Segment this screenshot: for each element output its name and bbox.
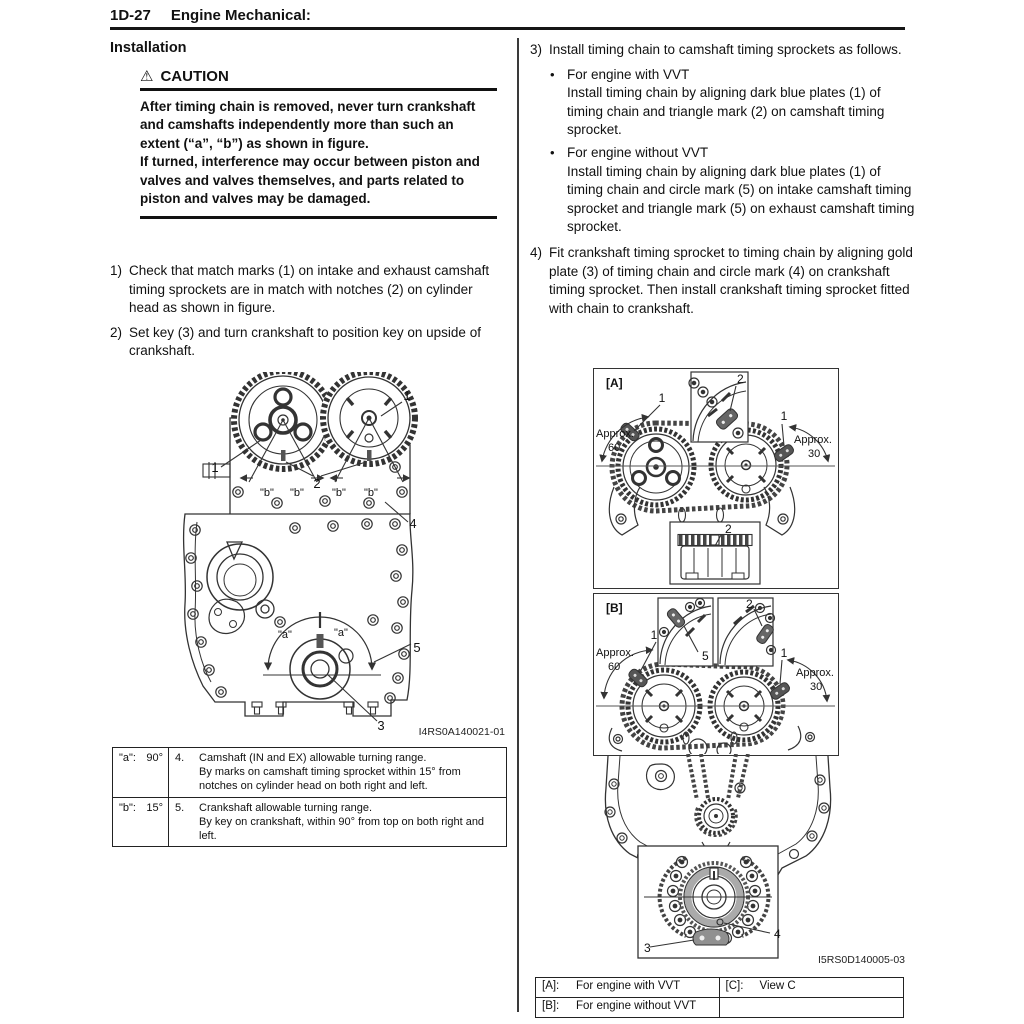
callout-3: 3	[377, 718, 385, 733]
step-text: Check that match marks (1) on intake and exhaust camshaft timing sprockets are in match with notches (2) on cylinder head as shown in figure.	[129, 263, 490, 316]
deg30-label: 30	[808, 448, 821, 460]
callout-4: 4	[409, 516, 417, 531]
step-number: 2)	[110, 324, 123, 340]
page-header	[110, 7, 311, 24]
range-key: "b":	[119, 801, 136, 814]
sprocket-side-view-inset	[670, 522, 760, 584]
angle-a-label: "a"	[334, 627, 348, 639]
legend-cell-empty	[720, 998, 904, 1017]
legend-cell-c	[720, 978, 904, 997]
desc-line1: Crankshaft allowable turning range.	[199, 801, 373, 814]
step-3-bullets	[550, 66, 920, 237]
caution-title	[140, 68, 497, 85]
timing-marks-drawing	[145, 372, 505, 742]
legend-value: View C	[759, 980, 796, 992]
deg30-label: 30	[810, 681, 823, 693]
crankshaft	[252, 612, 411, 721]
step-1	[110, 262, 490, 318]
callout-2: 2	[746, 597, 753, 611]
figure2-code: I5RS0D140005-03	[818, 954, 905, 966]
range-key-cell	[113, 748, 169, 797]
deg60-label: 60	[608, 661, 621, 673]
callout-1: 1	[780, 646, 788, 660]
legend-key	[726, 1000, 760, 1015]
bullet-title: For engine with VVT	[567, 66, 690, 82]
step-3	[530, 41, 920, 60]
turning-range-table	[112, 747, 507, 847]
callout-1: 1	[211, 460, 219, 475]
range-value: 90°	[146, 752, 163, 764]
legend-value: For engine without VVT	[576, 1000, 697, 1012]
callout-3: 3	[644, 941, 651, 955]
panel-a-drawing	[594, 369, 837, 587]
callout-1: 1	[650, 628, 658, 642]
table-row	[113, 797, 506, 847]
callout-2: 2	[737, 372, 744, 386]
desc-line2: By marks on camshaft timing sprocket within 15° from notches on cylinder head on both right and left.	[199, 766, 461, 793]
mark-inset-intake	[658, 598, 713, 666]
angle-b-label: "b"	[290, 487, 304, 499]
caution-box	[140, 68, 497, 219]
legend-key: [C]:	[725, 980, 744, 992]
approx-label: Approx.	[794, 434, 832, 446]
figure-panel-a	[593, 368, 839, 589]
right-steps	[530, 41, 920, 324]
callout-4: 4	[774, 927, 781, 941]
bullet-text: Install timing chain by aligning dark blue plates (1) of timing chain and circle mark (5) on intake camshaft timing sprocket and triangle mark (5) on exhaust camshaft timing sprocket.	[567, 163, 915, 235]
gold-plate	[693, 929, 729, 945]
approx-label: Approx.	[796, 667, 834, 679]
approx-label: Approx.	[596, 647, 634, 659]
panel-a-label: [A]	[606, 376, 623, 390]
step-text: Install timing chain to camshaft timing sprockets as follows.	[549, 42, 902, 57]
caution-text-2: If turned, interference may occur between piston and valves and valves themselves, and parts related to piston and valves may be damaged.	[140, 154, 480, 207]
item-number: 4.	[175, 752, 185, 764]
mark-inset-exhaust	[718, 597, 776, 666]
angle-b-label: "b"	[260, 487, 274, 499]
gold-plate-hole	[716, 936, 721, 941]
bullet-with-vvt	[550, 66, 920, 140]
legend-row	[536, 997, 903, 1017]
caution-rule-top	[140, 88, 497, 91]
step-text: Set key (3) and turn crankshaft to position key on upside of crankshaft.	[129, 324, 481, 359]
approx-label: Approx.	[596, 428, 634, 440]
bullet-dot: •	[550, 66, 555, 82]
panel-b-drawing	[594, 594, 837, 754]
crank-sprocket-small	[697, 797, 735, 835]
crank-sprocket-drawing	[598, 754, 838, 960]
figure1-code: I4RS0A140021-01	[418, 726, 505, 738]
legend-cell-a	[536, 978, 720, 997]
bullet-without-vvt	[550, 144, 920, 237]
installation-heading: Installation	[110, 40, 187, 56]
warning-triangle-icon: ⚠	[140, 68, 154, 85]
bullet-title: For engine without VVT	[567, 144, 709, 160]
callout-1: 1	[780, 409, 788, 423]
gold-plate-hole	[700, 936, 705, 941]
table-row	[113, 748, 506, 797]
angle-a-label: "a"	[278, 629, 292, 641]
caution-text-1: After timing chain is removed, never turn crankshaft and camshafts independently more than such an extent (“a”, “b”) as shown in figure.	[140, 99, 476, 151]
step-number: 4)	[530, 244, 543, 260]
item-number: 5.	[175, 801, 185, 814]
panel-legend-table	[535, 977, 904, 1018]
header-rule	[110, 27, 905, 30]
caution-rule-bottom	[140, 216, 497, 219]
bullet-dot: •	[550, 144, 555, 160]
range-desc-cell	[169, 748, 506, 797]
desc-line1: Camshaft (IN and EX) allowable turning range.	[199, 752, 427, 764]
section-code: 1D-27	[110, 7, 151, 24]
step-text: Fit crankshaft timing sprocket to timing chain by aligning gold plate (3) of timing chain and circle mark (4) on crankshaft timing sprocket. Then install crankshaft timing sprocket fitted with chain to crankshaft.	[549, 244, 913, 316]
column-divider	[517, 38, 519, 1012]
legend-key: [A]:	[542, 980, 560, 992]
step-number: 1)	[110, 263, 123, 278]
range-desc-cell	[169, 798, 506, 847]
legend-value: For engine with VVT	[576, 980, 681, 992]
section-title: Engine Mechanical:	[170, 7, 311, 24]
legend-key: [B]:	[542, 1000, 560, 1012]
figure-timing-marks	[145, 372, 505, 742]
callout-2: 2	[313, 476, 321, 491]
step-4	[530, 244, 920, 318]
legend-row	[536, 978, 903, 997]
range-key: "a":	[119, 752, 136, 764]
callout-5: 5	[702, 649, 709, 663]
angle-b-label: "b"	[332, 487, 346, 499]
step-2	[110, 324, 490, 361]
range-value: 15°	[146, 801, 163, 814]
range-key-cell	[113, 798, 169, 847]
callout-1: 1	[403, 388, 411, 403]
figure-panel-b	[593, 593, 839, 756]
desc-line2: By key on crankshaft, within 90° from top on both right and left.	[199, 815, 485, 843]
deg60-label: 60	[608, 442, 621, 454]
panel-b-label: [B]	[606, 601, 623, 615]
crank-sprocket-inset	[638, 846, 781, 958]
step-number: 3)	[530, 42, 543, 57]
angle-b-label: "b"	[364, 487, 378, 499]
left-steps	[110, 262, 490, 367]
callout-2: 2	[725, 522, 732, 536]
mark-inset	[689, 372, 748, 442]
figure-crank-sprocket	[598, 754, 838, 960]
bullet-text: Install timing chain by aligning dark blue plates (1) of timing chain and triangle mark (2) on camshaft timing sprocket.	[567, 85, 885, 138]
callout-1: 1	[658, 391, 666, 405]
legend-cell-b	[536, 998, 720, 1017]
caution-label: CAUTION	[160, 68, 229, 85]
callout-5: 5	[413, 640, 421, 655]
